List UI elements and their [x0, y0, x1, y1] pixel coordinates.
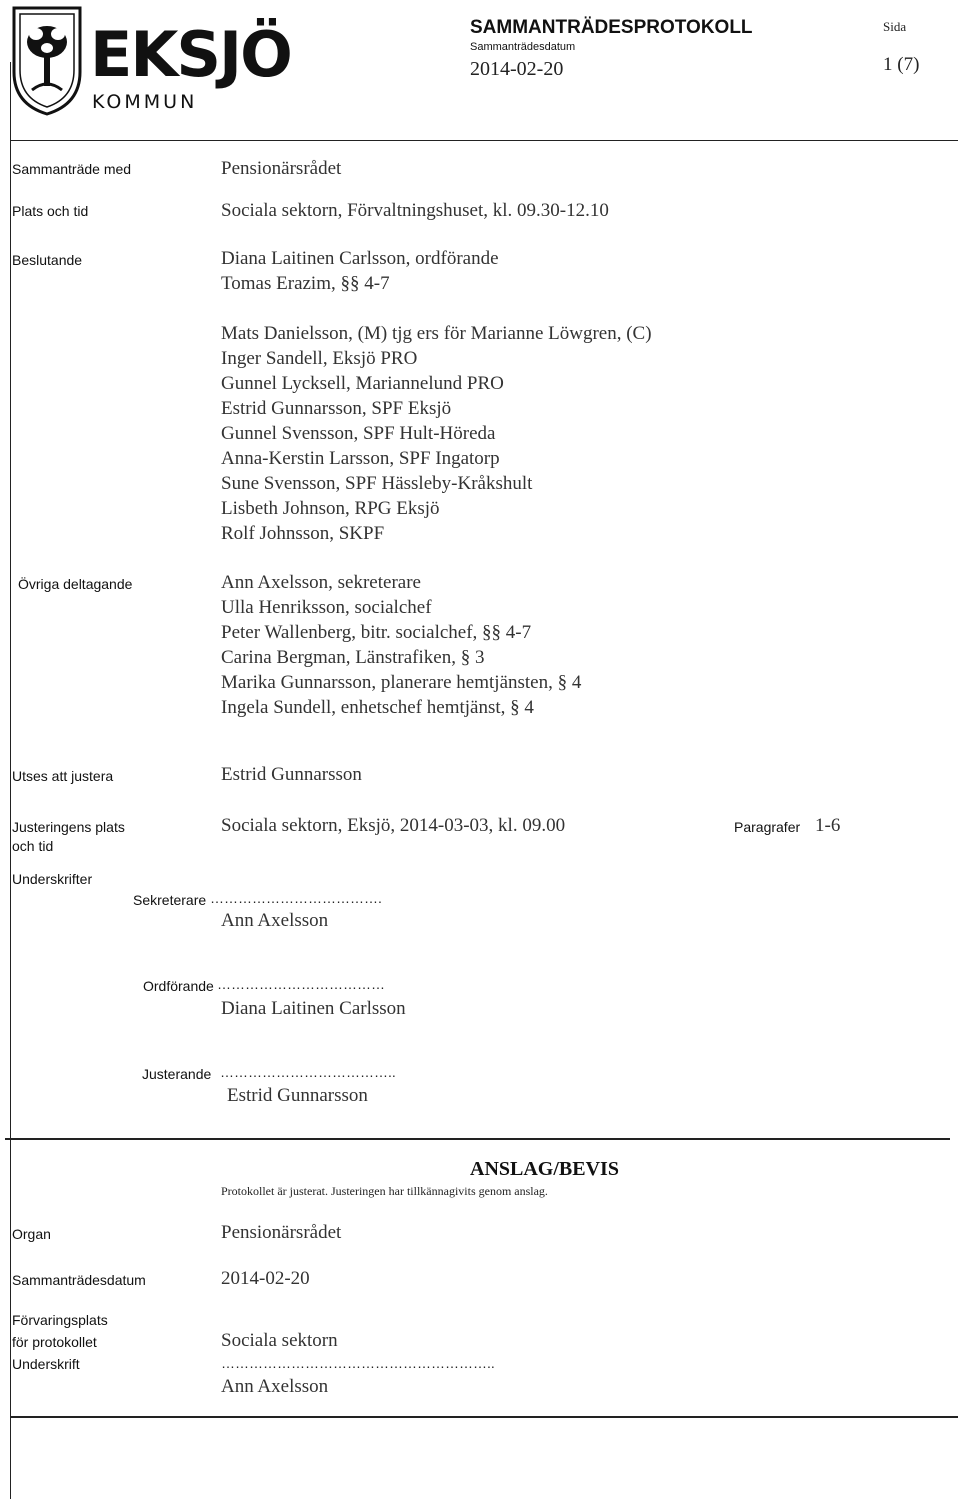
justerande-signature-line: ……………………………….. — [220, 1064, 396, 1080]
plats-value: Sociala sektorn, Förvaltningshuset, kl. 09.30-12.10 — [221, 200, 609, 221]
member-item: Mats Danielsson, (M) tjg ers för Marianne Löwgren, (C) — [221, 323, 652, 344]
ovriga-item: Carina Bergman, Länstrafiken, § 3 — [221, 647, 485, 668]
justering-label: Justeringens plats — [12, 819, 125, 835]
bottom-divider-line — [10, 1416, 958, 1418]
justerande-label: Justerande — [142, 1066, 212, 1082]
coat-of-arms-icon — [10, 2, 84, 118]
member-item: Inger Sandell, Eksjö PRO — [221, 348, 418, 369]
sammantrade-value: Pensionärsrådet — [221, 158, 342, 179]
date-label: Sammanträdesdatum — [470, 41, 576, 53]
page-value: 1 (7) — [883, 54, 920, 75]
ovriga-item: Peter Wallenberg, bitr. socialchef, §§ 4-7 — [221, 622, 532, 643]
paragrafer-value: 1-6 — [815, 815, 841, 836]
anslag-divider-line — [5, 1138, 950, 1140]
beslutande-label: Beslutande — [12, 252, 83, 268]
underskrifter-label: Underskrifter — [12, 871, 93, 887]
ovriga-label: Övriga deltagande — [18, 576, 133, 592]
header-divider-line — [10, 140, 958, 141]
organ-value: Pensionärsrådet — [221, 1222, 342, 1243]
sekreterare-name: Ann Axelsson — [221, 910, 329, 931]
forvaring-label: Förvaringsplats — [12, 1312, 108, 1328]
justering-label-2: och tid — [12, 838, 54, 854]
left-border-line — [10, 62, 11, 1499]
sekreterare-label: Sekreterare — [133, 892, 207, 908]
logo-name: EKSJÖ — [90, 18, 291, 91]
ovriga-item: Marika Gunnarsson, planerare hemtjänsten, § 4 — [221, 672, 582, 693]
anslag-datum-label: Sammanträdesdatum — [12, 1272, 146, 1288]
paragrafer-label: Paragrafer — [734, 819, 801, 835]
organ-label: Organ — [12, 1226, 51, 1242]
ordforande-name: Diana Laitinen Carlsson — [221, 998, 406, 1019]
eksjo-logo — [10, 2, 291, 120]
ordforande-label: Ordförande — [143, 978, 214, 994]
sekreterare-signature-line: ………………………………. — [210, 890, 382, 906]
logo-sub: KOMMUN — [92, 91, 198, 113]
justering-value: Sociala sektorn, Eksjö, 2014-03-03, kl. 09.00 — [221, 815, 566, 836]
underskrift-name: Ann Axelsson — [221, 1376, 329, 1397]
sammantrade-label: Sammanträde med — [12, 161, 132, 177]
underskrift-label: Underskrift — [12, 1356, 80, 1372]
member-item: Gunnel Lycksell, Mariannelund PRO — [221, 373, 504, 394]
member-item: Anna-Kerstin Larsson, SPF Ingatorp — [221, 448, 500, 469]
doc-title: SAMMANTRÄDESPROTOKOLL — [470, 17, 753, 38]
anslag-title: ANSLAG/BEVIS — [470, 1158, 619, 1180]
beslutande-item: Tomas Erazim, §§ 4-7 — [221, 273, 390, 294]
justerande-name: Estrid Gunnarsson — [227, 1085, 368, 1106]
utses-value: Estrid Gunnarsson — [221, 764, 362, 785]
beslutande-item: Diana Laitinen Carlsson, ordförande — [221, 248, 499, 269]
anslag-datum-value: 2014-02-20 — [221, 1268, 310, 1289]
utses-label: Utses att justera — [12, 768, 114, 784]
date-value: 2014-02-20 — [470, 58, 564, 80]
member-item: Gunnel Svensson, SPF Hult-Höreda — [221, 423, 496, 444]
member-item: Lisbeth Johnson, RPG Eksjö — [221, 498, 440, 519]
ovriga-item: Ingela Sundell, enhetschef hemtjänst, § 4 — [221, 697, 534, 718]
forvaring-value: Sociala sektorn — [221, 1330, 338, 1351]
page-label: Sida — [883, 19, 907, 34]
ovriga-item: Ann Axelsson, sekreterare — [221, 572, 421, 593]
member-item: Rolf Johnsson, SKPF — [221, 523, 385, 544]
member-item: Sune Svensson, SPF Hässleby-Kråkshult — [221, 473, 533, 494]
anslag-note: Protokollet är justerat. Justeringen har tillkännagivits genom anslag. — [221, 1184, 548, 1198]
underskrift-signature-line: ………………………………………………….. — [221, 1355, 495, 1371]
forvaring-label-2: för protokollet — [12, 1334, 97, 1350]
member-item: Estrid Gunnarsson, SPF Eksjö — [221, 398, 452, 419]
plats-label: Plats och tid — [12, 203, 89, 219]
ordforande-signature-line: ……………………………… — [217, 976, 385, 992]
ovriga-item: Ulla Henriksson, socialchef — [221, 597, 432, 618]
